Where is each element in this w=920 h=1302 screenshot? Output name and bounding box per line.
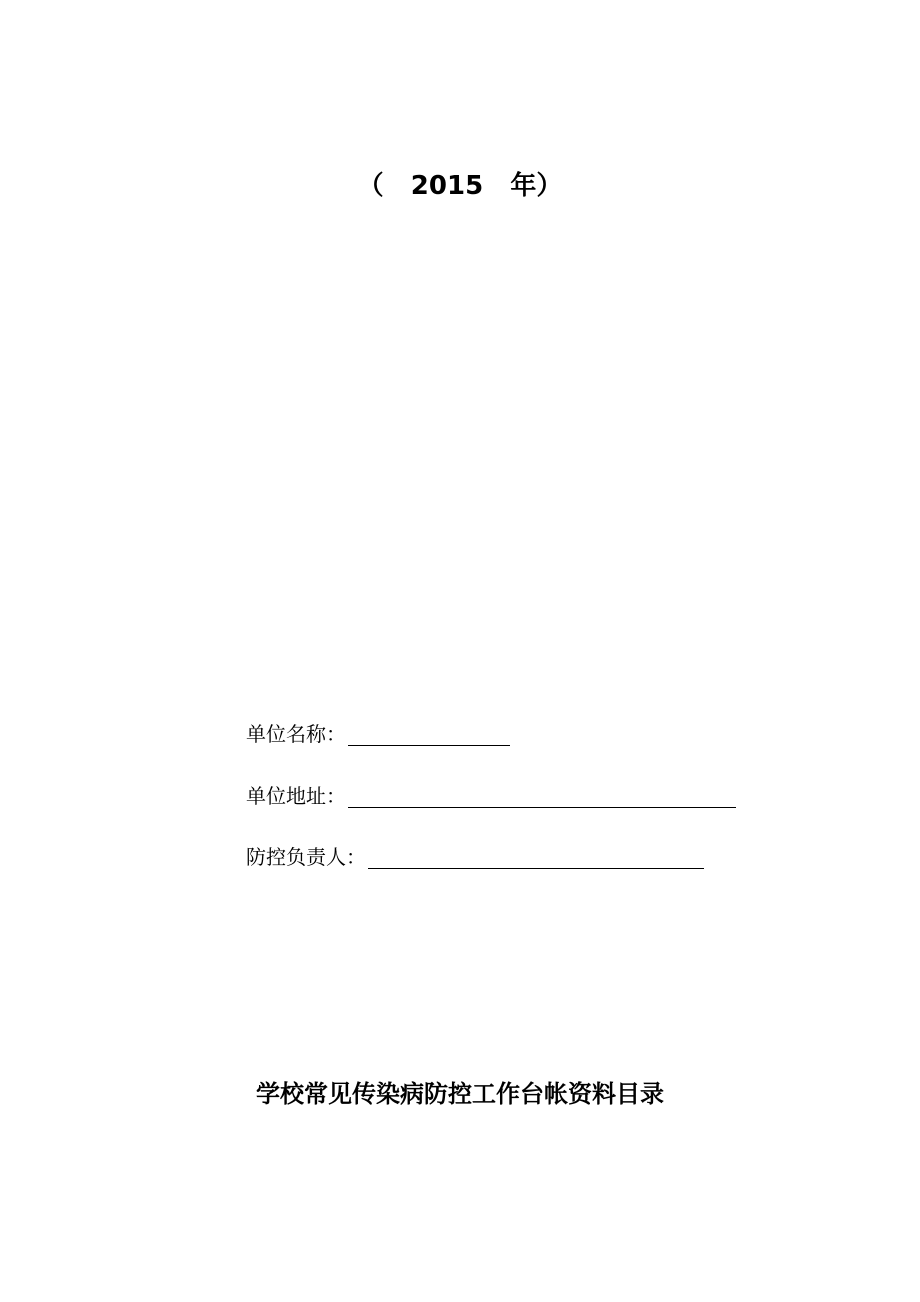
unit-name-label: 单位名称： <box>246 722 346 746</box>
unit-address-label: 单位地址： <box>246 784 346 808</box>
unit-name-field <box>246 718 510 750</box>
unit-name-blank[interactable] <box>348 723 510 746</box>
toc-title: 学校常见传染病防控工作台帐资料目录 <box>256 1080 664 1108</box>
prevention-leader-blank[interactable] <box>368 846 704 869</box>
unit-address-blank[interactable] <box>348 785 736 808</box>
year-heading: （ 2015 年） <box>357 171 563 201</box>
unit-address-field <box>246 780 736 812</box>
prevention-leader-field <box>246 841 704 873</box>
prevention-leader-label: 防控负责人： <box>246 845 366 869</box>
